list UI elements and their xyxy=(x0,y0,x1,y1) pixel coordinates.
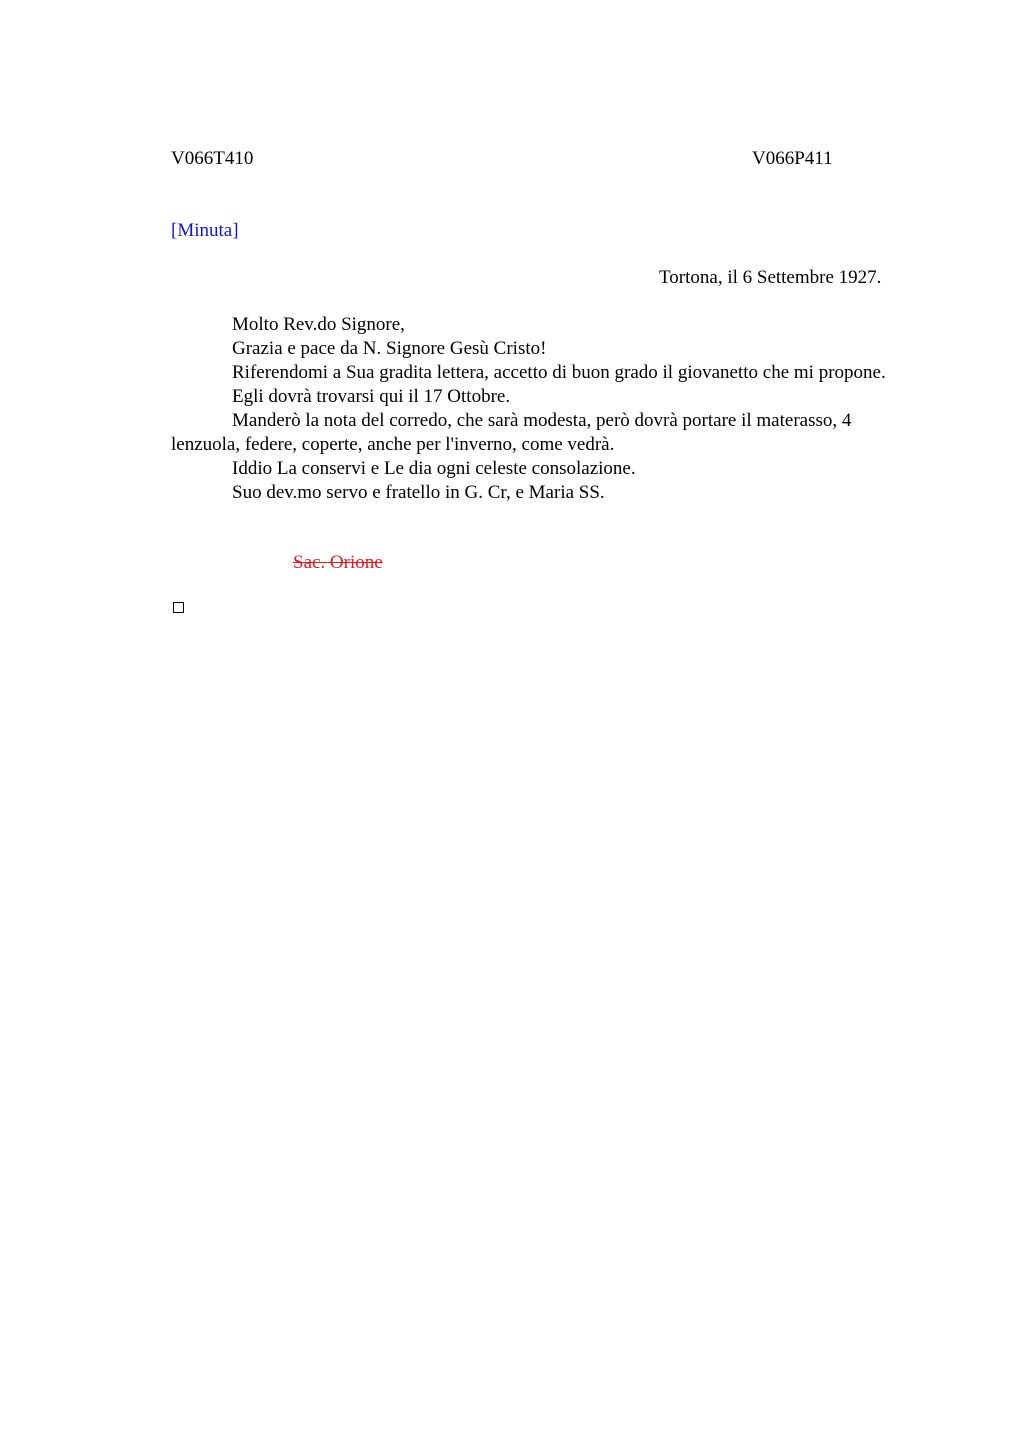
letter-paragraph: Iddio La conservi e Le dia ogni celeste consolazione. xyxy=(232,458,636,479)
letter-paragraph: Manderò la nota del corredo, che sarà modesta, però dovrà portare il materasso, 4 lenzuola, federe, coperte, anche per l'inverno, come vedrà. xyxy=(171,410,852,455)
letter-paragraph: Egli dovrà trovarsi qui il 17 Ottobre. xyxy=(232,386,511,407)
draft-note: [Minuta] xyxy=(171,220,239,241)
letter-body xyxy=(171,313,909,505)
letter-paragraph: Riferendomi a Sua gradita lettera, accetto di buon grado il giovanetto che mi propone. xyxy=(232,362,886,383)
date-line: Tortona, il 6 Settembre 1927. xyxy=(659,267,882,288)
empty-square-icon xyxy=(173,602,184,613)
salutation: Molto Rev.do Signore, xyxy=(232,314,405,335)
letter-paragraph: Grazia e pace da N. Signore Gesù Cristo! xyxy=(232,338,547,359)
signature: Sac. Orione xyxy=(293,552,383,573)
document-code-right: V066P411 xyxy=(752,148,833,169)
document-code-left: V066T410 xyxy=(171,148,254,169)
closing: Suo dev.mo servo e fratello in G. Cr, e Maria SS. xyxy=(232,482,605,503)
